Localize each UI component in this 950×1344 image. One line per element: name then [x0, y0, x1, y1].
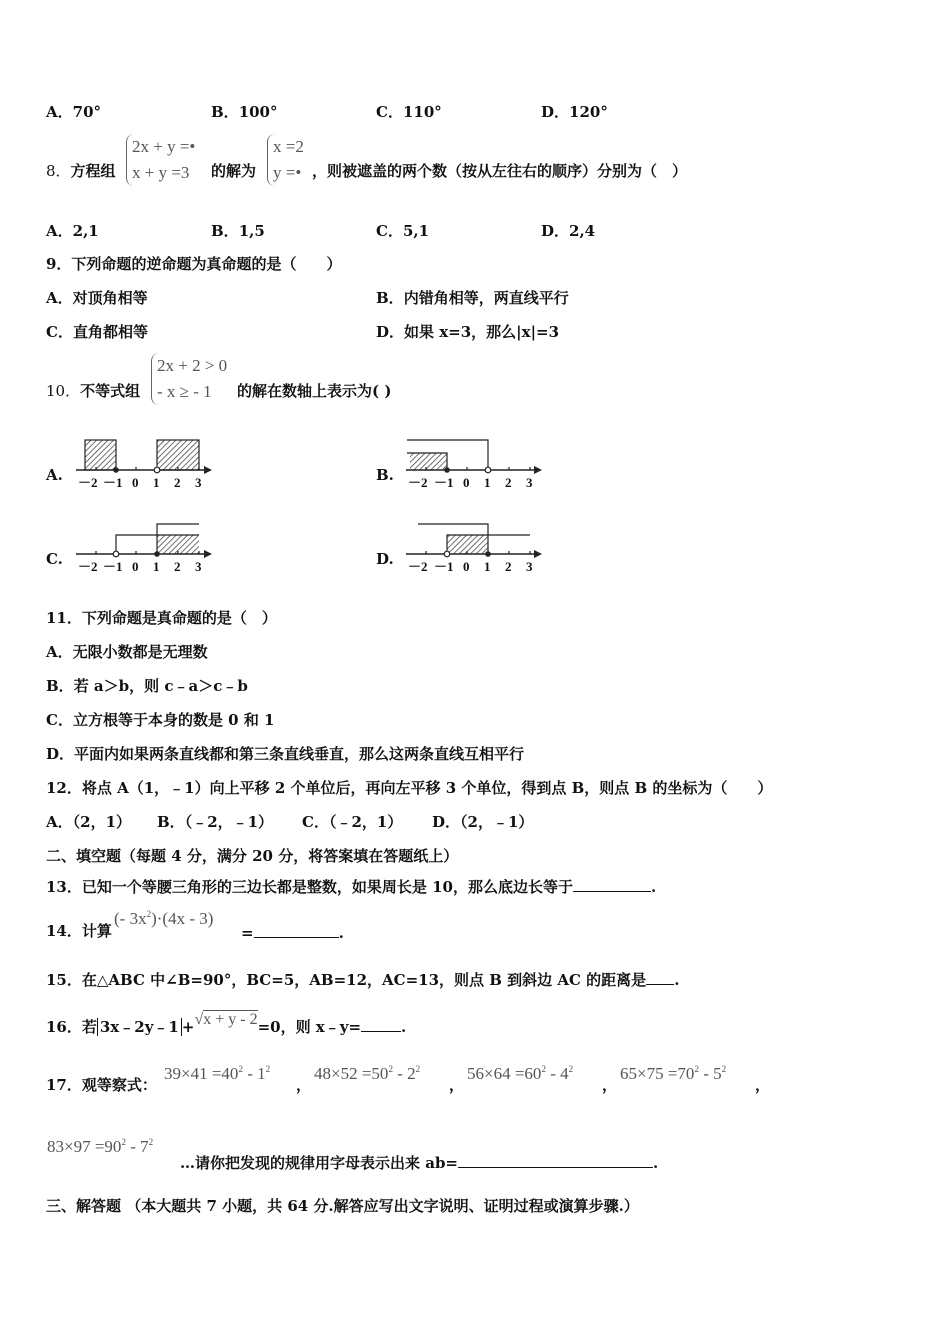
q8-middle: 的解为	[211, 162, 257, 180]
svg-text:－2: －2	[78, 559, 98, 574]
q7-option-d: D．120°	[541, 103, 608, 121]
q10-system	[151, 353, 227, 405]
closed-point	[485, 551, 491, 557]
svg-text:1: 1	[484, 559, 491, 574]
q10-sys-eq1: 2x + 2 > 0	[157, 356, 228, 375]
svg-text:1: 1	[153, 475, 160, 490]
q11-option-a: A．无限小数都是无理数	[46, 643, 208, 661]
open-point	[444, 551, 450, 557]
q17-sep-1: ，	[296, 1076, 312, 1094]
q8-sys1-eq1: 2x + y =•	[132, 137, 196, 156]
svg-text:3: 3	[195, 475, 202, 490]
svg-text:3: 3	[526, 559, 533, 574]
open-point	[485, 467, 491, 473]
q12-option-a: A．（2，1）	[46, 813, 132, 831]
q8-prefix: 8．方程组	[46, 162, 116, 180]
svg-text:0: 0	[463, 559, 470, 574]
shaded-region-left	[85, 440, 116, 470]
q9-option-a: A．对顶角相等	[46, 289, 148, 307]
q17-sep-2: ，	[449, 1076, 465, 1094]
q11-option-b: B．若 a＞b，则 c﹣a＞c﹣b	[46, 677, 248, 695]
shaded-region	[410, 453, 447, 470]
q16-abs: 3x﹣2y﹣1	[97, 1018, 182, 1036]
q15-answer-blank[interactable]	[646, 968, 674, 985]
q11-stem: 11．下列命题是真命题的是（ ）	[46, 609, 277, 627]
q8-option-d: D．2,4	[541, 222, 596, 240]
svg-text:－2: －2	[408, 475, 428, 490]
q9-option-d: D．如果 x=3，那么|x|=3	[376, 323, 560, 341]
svg-text:－2: －2	[408, 559, 428, 574]
q8-sys2-eq1: x =2	[273, 137, 304, 156]
svg-text:－1: －1	[434, 475, 454, 490]
q14-prefix: 14．计算	[46, 922, 112, 940]
q8-system-2	[267, 134, 304, 186]
q12-stem: 12．将点 A（1，﹣1）向上平移 2 个单位后，再向左平移 3 个单位，得到点 B，则点 B 的坐标为（ ）	[46, 779, 773, 797]
q17-eq-1: $39\times 41 =40^2 - 1^2$	[164, 1064, 271, 1083]
q13-answer-blank[interactable]	[573, 875, 651, 892]
svg-text:－1: －1	[103, 475, 123, 490]
q17-answer-blank[interactable]	[458, 1151, 653, 1168]
q17-prefix: 17．观等察式：	[46, 1076, 157, 1094]
q10-numberline-d	[404, 518, 549, 576]
q11-option-c: C．立方根等于本身的数是 0 和 1	[46, 711, 275, 729]
q17-sep-4: ，	[755, 1076, 771, 1094]
svg-text:－1: －1	[103, 559, 123, 574]
svg-text:1: 1	[153, 559, 160, 574]
svg-text:0: 0	[132, 559, 139, 574]
section-2-heading: 二、填空题（每题 4 分，满分 20 分，将答案填在答题纸上）	[46, 847, 459, 865]
closed-point	[154, 551, 160, 557]
shaded-region-right	[157, 440, 199, 470]
q14-answer: = .	[241, 921, 344, 943]
q8-suffix: ，则被遮盖的两个数（按从左往右的顺序）分别为（ ）	[312, 162, 688, 180]
q13: 13．已知一个等腰三角形的三边长都是整数，如果周长是 10，那么底边长等于 .	[46, 875, 656, 897]
q12-option-c: C．（﹣2，1）	[302, 813, 403, 831]
q10-numberline-a	[74, 434, 219, 492]
q10-numberline-c	[74, 518, 219, 576]
q17-suffix: …请你把发现的规律用字母表示出来 ab= .	[180, 1151, 658, 1173]
q8-option-a: A．2,1	[46, 222, 99, 240]
q10-label-b: B.	[376, 466, 394, 484]
closed-point	[113, 467, 119, 473]
q10-numberline-b	[404, 434, 549, 492]
open-point	[154, 467, 160, 473]
svg-text:3: 3	[526, 475, 533, 490]
svg-text:2: 2	[174, 475, 181, 490]
q9-option-c: C．直角都相等	[46, 323, 148, 341]
q10-suffix: 的解在数轴上表示为( )	[237, 382, 392, 400]
q10-label-c: C.	[46, 550, 63, 568]
svg-text:3: 3	[195, 559, 202, 574]
q11-option-d: D．平面内如果两条直线都和第三条直线垂直，那么这两条直线互相平行	[46, 745, 525, 763]
q17-eq-4: $65\times 75 =70^2 - 5^2$	[620, 1064, 727, 1083]
q14-expression: (- $3x^2)\cdot(4x - 3)$	[114, 909, 214, 928]
q17-sep-3: ，	[602, 1076, 618, 1094]
q8-sys2-eq2: y =•	[273, 163, 302, 182]
q12-option-b: B．（﹣2，﹣1）	[157, 813, 274, 831]
q9-option-b: B．内错角相等，两直线平行	[376, 289, 569, 307]
q10-prefix: 10．不等式组	[46, 382, 141, 400]
svg-text:2: 2	[174, 559, 181, 574]
q16: 16．若 3x﹣2y﹣1 +√x + y - 2=0，则 x﹣y= .	[46, 1011, 407, 1036]
q8-system-1	[126, 134, 195, 186]
q17-eq-3: $56\times 64 =60^2 - 4^2$	[467, 1064, 574, 1083]
q10-label-a: A.	[46, 466, 63, 484]
section-3-heading: 三、解答题 （本大题共 7 小题，共 64 分.解答应写出文字说明、证明过程或演算步骤.）	[46, 1197, 639, 1215]
q16-sqrt: √x + y - 2	[194, 1011, 258, 1028]
svg-text:0: 0	[132, 475, 139, 490]
q8-sys1-eq2: x + y =3	[132, 163, 190, 182]
q7-option-a: A．70°	[46, 103, 102, 121]
q10-sys-eq2: - x ≥ - 1	[157, 382, 212, 401]
q17-eq-2: $48\times 52 =50^2 - 2^2$	[314, 1064, 421, 1083]
q15: 15．在△ABC 中∠B=90°，BC=5，AB=12，AC=13，则点 B 到斜边 AC 的距离是 .	[46, 968, 679, 990]
q16-answer-blank[interactable]	[361, 1015, 401, 1032]
q14-answer-blank[interactable]	[254, 921, 339, 938]
q10-label-d: D.	[376, 550, 394, 568]
svg-text:1: 1	[484, 475, 491, 490]
q8-option-c: C．5,1	[376, 222, 430, 240]
q7-option-c: C．110°	[376, 103, 442, 121]
svg-text:2: 2	[505, 475, 512, 490]
q7-option-b: B．100°	[211, 103, 278, 121]
svg-text:0: 0	[463, 475, 470, 490]
q12-option-d: D．（2，﹣1）	[432, 813, 534, 831]
q9-stem: 9．下列命题的逆命题为真命题的是（ ）	[46, 255, 342, 273]
svg-text:－1: －1	[434, 559, 454, 574]
q8-option-b: B．1,5	[211, 222, 265, 240]
svg-text:2: 2	[505, 559, 512, 574]
svg-text:－2: －2	[78, 475, 98, 490]
closed-point	[444, 467, 450, 473]
q17-eq-5: $83\times 97 =90^2 - 7^2$	[47, 1137, 154, 1156]
open-point	[113, 551, 119, 557]
